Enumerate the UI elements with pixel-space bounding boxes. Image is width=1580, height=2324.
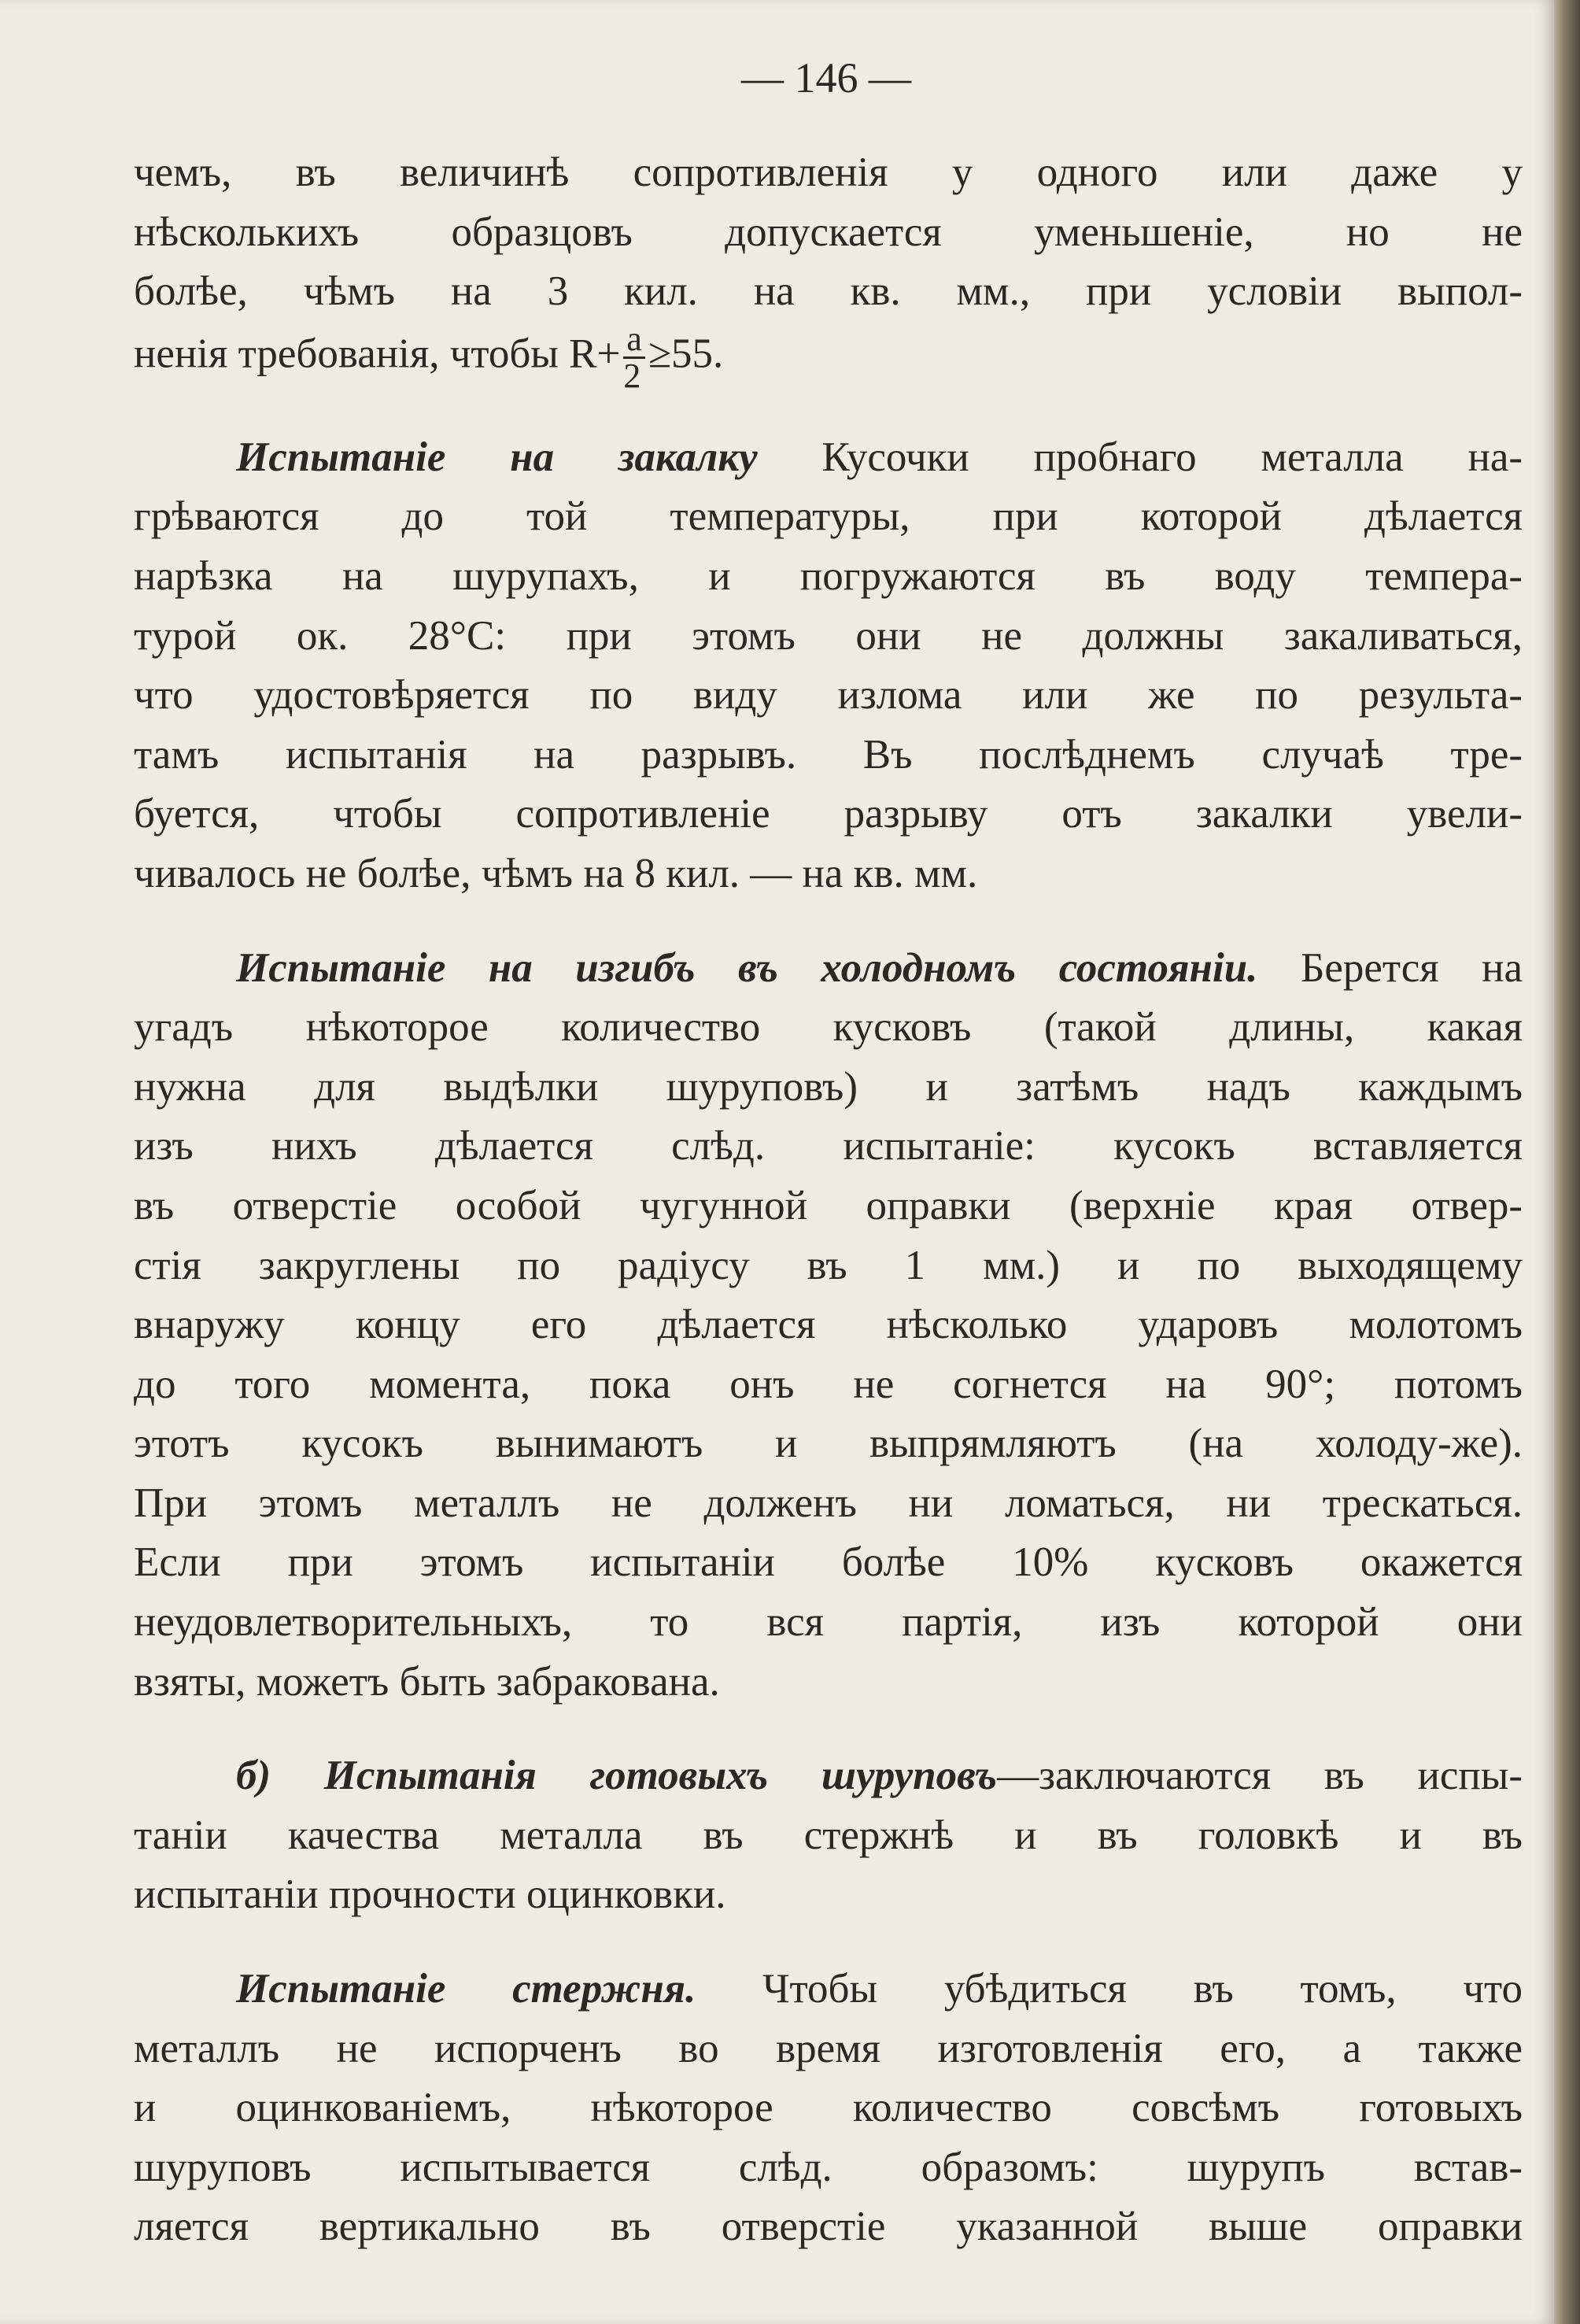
text-line: болѣе, чѣмъ на 3 кил. на кв. мм., при условіи выпол- [134,268,1523,315]
text-line [134,939,1523,999]
section-heading: Испытаніе стержня. [236,1966,696,2012]
text-line: чивалось не болѣе, чѣмъ на 8 кил. — на кв. мм. [134,850,978,896]
text-line: что удостовѣряется по виду излома или же по результа- [134,672,1523,719]
text-line: изъ нихъ дѣлается слѣд. испытаніе: кусокъ вставляется [134,1123,1523,1169]
page-text [134,143,1523,2257]
formula-lead-text: ненія требованія, чтобы R+ [134,331,621,377]
text-line: въ отверстіе особой чугунной оправки (верхніе края отвер- [134,1182,1523,1229]
fraction-numerator: a [623,322,645,359]
text-line: испытаніи прочности оцинковки. [134,1871,726,1918]
section-heading: б) Испытанія готовыхъ шуруповъ [236,1753,998,1799]
text-line: ляется вертикально въ отверстіе указанной выше оправки [134,2204,1523,2250]
text-line: чемъ, въ величинѣ сопротивленія у одного или даже у [134,150,1523,195]
text-line: этотъ кусокъ вынимаютъ и выпрямляютъ (на холоду-же). [134,1421,1523,1467]
formula-line [134,319,1523,395]
section-heading: Испытаніе на изгибъ въ холодномъ состояніи. [236,944,1258,991]
text-line: взяты, можетъ быть забракована. [134,1658,720,1705]
text-line: нужна для выдѣлки шуруповъ) и затѣмъ надъ каждымъ [134,1063,1523,1110]
formula-tail-text: ≥55. [648,331,724,377]
fraction [623,319,645,395]
text-line: турой ок. 28°С: при этомъ они не должны закаливаться, [134,612,1523,659]
text-line: шуруповъ испытывается слѣд. образомъ: шурупъ встав- [134,2144,1523,2190]
section-heading: Испытаніе на закалку [236,434,758,480]
text-line: Если при этомъ испытаніи болѣе 10% кусковъ окажется [134,1539,1523,1586]
page-number: — 146 — [741,54,911,102]
text-run: Чтобы убѣдиться въ томъ, что [762,1966,1523,2012]
text-line: неудовлетворительныхъ, то вся партія, изъ которой они [134,1599,1523,1646]
text-line: При этомъ металлъ не долженъ ни ломаться, ни трескаться. [134,1480,1523,1526]
text-line: нарѣзка на шурупахъ, и погружаются въ воду темпера- [134,552,1523,599]
text-line: металлъ не испорченъ во время изготовленія его, а также [134,2025,1523,2071]
text-line: до того момента, пока онъ не согнется на 90°; потомъ [134,1361,1523,1407]
text-line: внаружу концу его дѣлается нѣсколько ударовъ молотомъ [134,1302,1523,1348]
text-line: угадъ нѣкоторое количество кусковъ (такой длины, какая [134,1004,1523,1051]
text-line [134,428,1523,488]
text-run: Кусочки пробнаго металла на- [821,434,1523,480]
text-line: нѣсколькихъ образцовъ допускается уменьшеніе, но не [134,209,1523,255]
text-run: —заключаются въ испы- [997,1753,1523,1799]
text-line [134,1746,1523,1806]
page-edge [1554,0,1580,2324]
fraction-denominator: 2 [623,356,641,395]
text-line [134,1960,1523,2019]
text-line: тамъ испытанія на разрывъ. Въ послѣднемъ случаѣ тре- [134,731,1523,778]
text-line: стія закруглены по радіусу въ 1 мм.) и по выходящему [134,1242,1523,1288]
text-run: Берется на [1300,944,1523,991]
text-line: буется, чтобы сопротивленіе разрыву отъ закалки увели- [134,791,1523,837]
text-line: грѣваются до той температуры, при которой дѣлается [134,493,1523,540]
text-line: таніи качества металла въ стержнѣ и въ головкѣ и въ [134,1812,1523,1858]
text-line: и оцинкованіемъ, нѣкоторое количество совсѣмъ готовыхъ [134,2085,1523,2131]
